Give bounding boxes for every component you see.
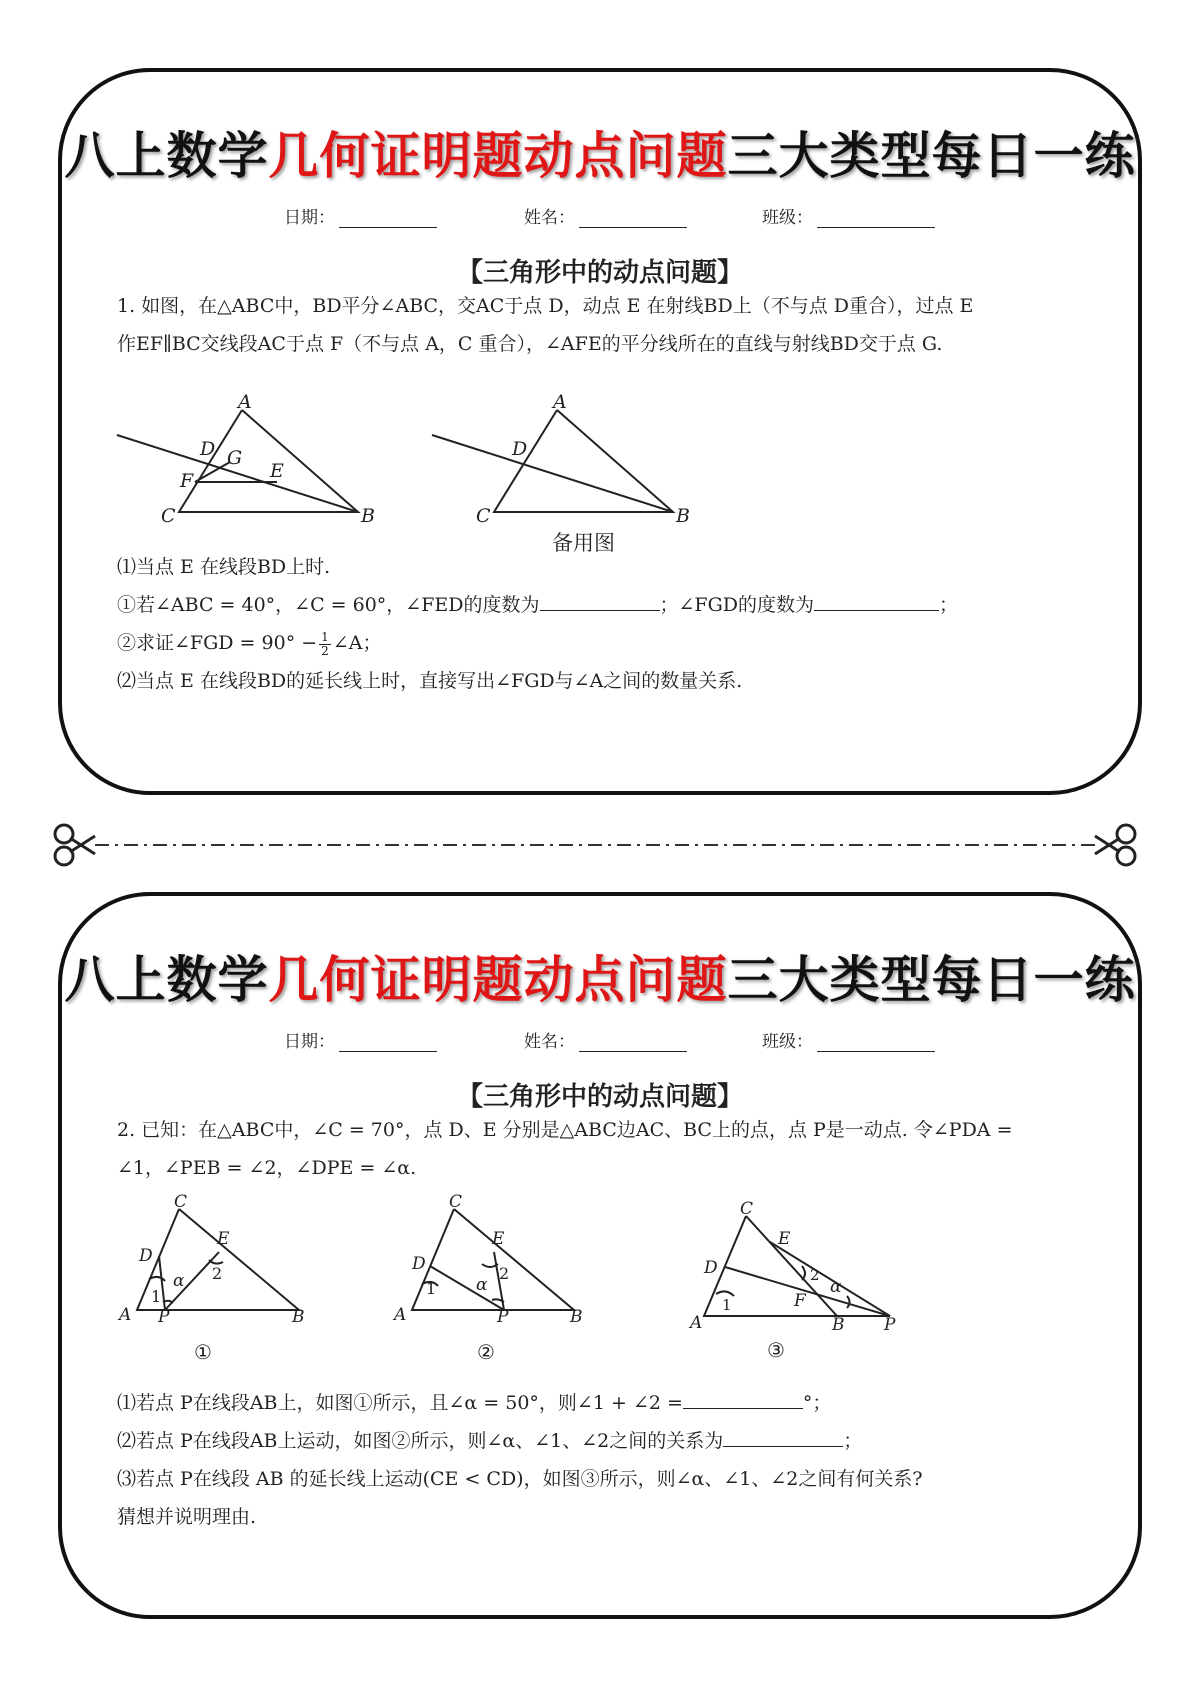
worksheet-card-2 <box>58 892 1142 1619</box>
label-angle-2: 2 <box>499 1264 510 1283</box>
fraction: $\frac{1}{2}$ <box>321 629 329 658</box>
label-D: D <box>512 438 528 460</box>
label-C: C <box>740 1199 754 1219</box>
label-E: E <box>778 1229 791 1249</box>
label-A: A <box>119 1305 132 1325</box>
label-E: E <box>492 1229 505 1249</box>
label-P: P <box>497 1307 509 1327</box>
label-D: D <box>200 438 216 460</box>
label-D: D <box>412 1254 426 1274</box>
question-1: ⑴当点 E 在线段BD上时. <box>117 556 331 578</box>
class-line[interactable] <box>817 209 935 228</box>
answer-blank[interactable] <box>683 1388 803 1409</box>
label-B: B <box>832 1315 845 1335</box>
figure-1 <box>117 1192 317 1374</box>
label-B: B <box>292 1307 305 1327</box>
label-C: C <box>161 505 176 527</box>
label-alpha: α <box>830 1277 842 1297</box>
question-2: ⑵若点 P在线段AB上运动，如图②所示，则∠α、∠1、∠2之间的关系为 ； <box>117 1422 1107 1460</box>
figure-caption: ① <box>194 1340 212 1364</box>
answer-blank[interactable] <box>723 1426 843 1447</box>
label-F: F <box>180 470 194 492</box>
date-field[interactable]: 日期： <box>284 203 437 228</box>
label-B: B <box>361 505 375 527</box>
label-angle-2: 2 <box>212 1264 223 1283</box>
figure-3 <box>682 1199 962 1374</box>
label-G: G <box>227 447 243 469</box>
date-line[interactable] <box>339 209 437 228</box>
question-2: ⑵当点 E 在线段BD的延长线上时，直接写出∠FGD与∠A之间的数量关系. <box>117 670 743 692</box>
scissors-icon <box>55 825 95 865</box>
label-alpha: α <box>173 1271 185 1291</box>
class-field[interactable]: 班级： <box>762 1027 935 1052</box>
name-field[interactable]: 姓名： <box>524 1027 687 1052</box>
label-E: E <box>217 1229 230 1249</box>
question-1a: ①若∠ABC = 40°，∠C = 60°，∠FED的度数为 ；∠FGD的度数为 ； <box>117 586 1107 624</box>
figure-caption: ③ <box>767 1338 785 1362</box>
label-alpha: α <box>476 1275 488 1295</box>
cut-line <box>50 810 1140 880</box>
section-heading: 【三角形中的动点问题】 <box>456 258 743 288</box>
class-line[interactable] <box>817 1033 935 1052</box>
question-3: ⑶若点 P在线段 AB 的延长线上运动(CE < CD)，如图③所示，则∠α、∠1、∠2之间有何关系? 猜想并说明理由. <box>117 1468 923 1528</box>
date-field[interactable]: 日期： <box>284 1027 437 1052</box>
answer-blank[interactable] <box>540 590 660 611</box>
label-C: C <box>174 1192 188 1212</box>
figure-2 <box>392 1192 602 1374</box>
class-field[interactable]: 班级： <box>762 203 935 228</box>
scissors-icon <box>1095 825 1135 865</box>
label-angle-2: 2 <box>810 1266 820 1284</box>
label-A: A <box>553 391 567 413</box>
problem-statement: 2. 已知：在△ABC中，∠C = 70°，点 D、E 分别是△ABC边AC、BC上的点，点 P是一动点. 令∠PDA = ∠1，∠PEB = ∠2，∠DPE = ∠α. <box>117 1119 1013 1179</box>
figure-main <box>112 391 392 552</box>
problem-statement: 1. 如图，在△ABC中，BD平分∠ABC，交AC于点 D，动点 E 在射线BD上（不与点 D重合），过点 E 作EF∥BC交线段AC于点 F（不与点 A，C 重合），∠AFE的平分线所在的直线与射线BD交于点 G. <box>117 295 974 355</box>
label-A: A <box>690 1313 703 1333</box>
name-line[interactable] <box>579 1033 687 1052</box>
label-A: A <box>394 1305 407 1325</box>
page-title: 八上数学几何证明题动点问题三大类型每日一练 <box>64 126 1136 185</box>
label-C: C <box>449 1192 463 1212</box>
answer-blank[interactable] <box>814 590 939 611</box>
label-angle-1: 1 <box>722 1296 732 1314</box>
label-P: P <box>884 1315 896 1335</box>
label-angle-1: 1 <box>426 1279 437 1298</box>
page-title: 八上数学几何证明题动点问题三大类型每日一练 <box>64 950 1136 1009</box>
label-angle-1: 1 <box>151 1287 162 1306</box>
date-line[interactable] <box>339 1033 437 1052</box>
section-heading: 【三角形中的动点问题】 <box>456 1082 743 1112</box>
figure-caption: ② <box>477 1340 495 1364</box>
label-D: D <box>139 1246 153 1266</box>
name-field[interactable]: 姓名： <box>524 203 687 228</box>
question-1: ⑴若点 P在线段AB上，如图①所示，且∠α = 50°，则∠1 + ∠2 = °； <box>117 1384 1107 1422</box>
worksheet-card-1 <box>58 68 1142 795</box>
label-D: D <box>704 1258 718 1278</box>
label-P: P <box>158 1307 170 1327</box>
name-line[interactable] <box>579 209 687 228</box>
question-1b: ②求证∠FGD = 90° − $\frac{1}{2}$ ∠A； <box>117 629 382 658</box>
label-F: F <box>794 1291 806 1311</box>
label-C: C <box>476 505 491 527</box>
figure-spare <box>427 391 707 555</box>
label-E: E <box>270 460 284 482</box>
figure-caption: 备用图 <box>552 531 615 555</box>
label-B: B <box>676 505 690 527</box>
label-A: A <box>238 391 252 413</box>
label-B: B <box>570 1307 583 1327</box>
